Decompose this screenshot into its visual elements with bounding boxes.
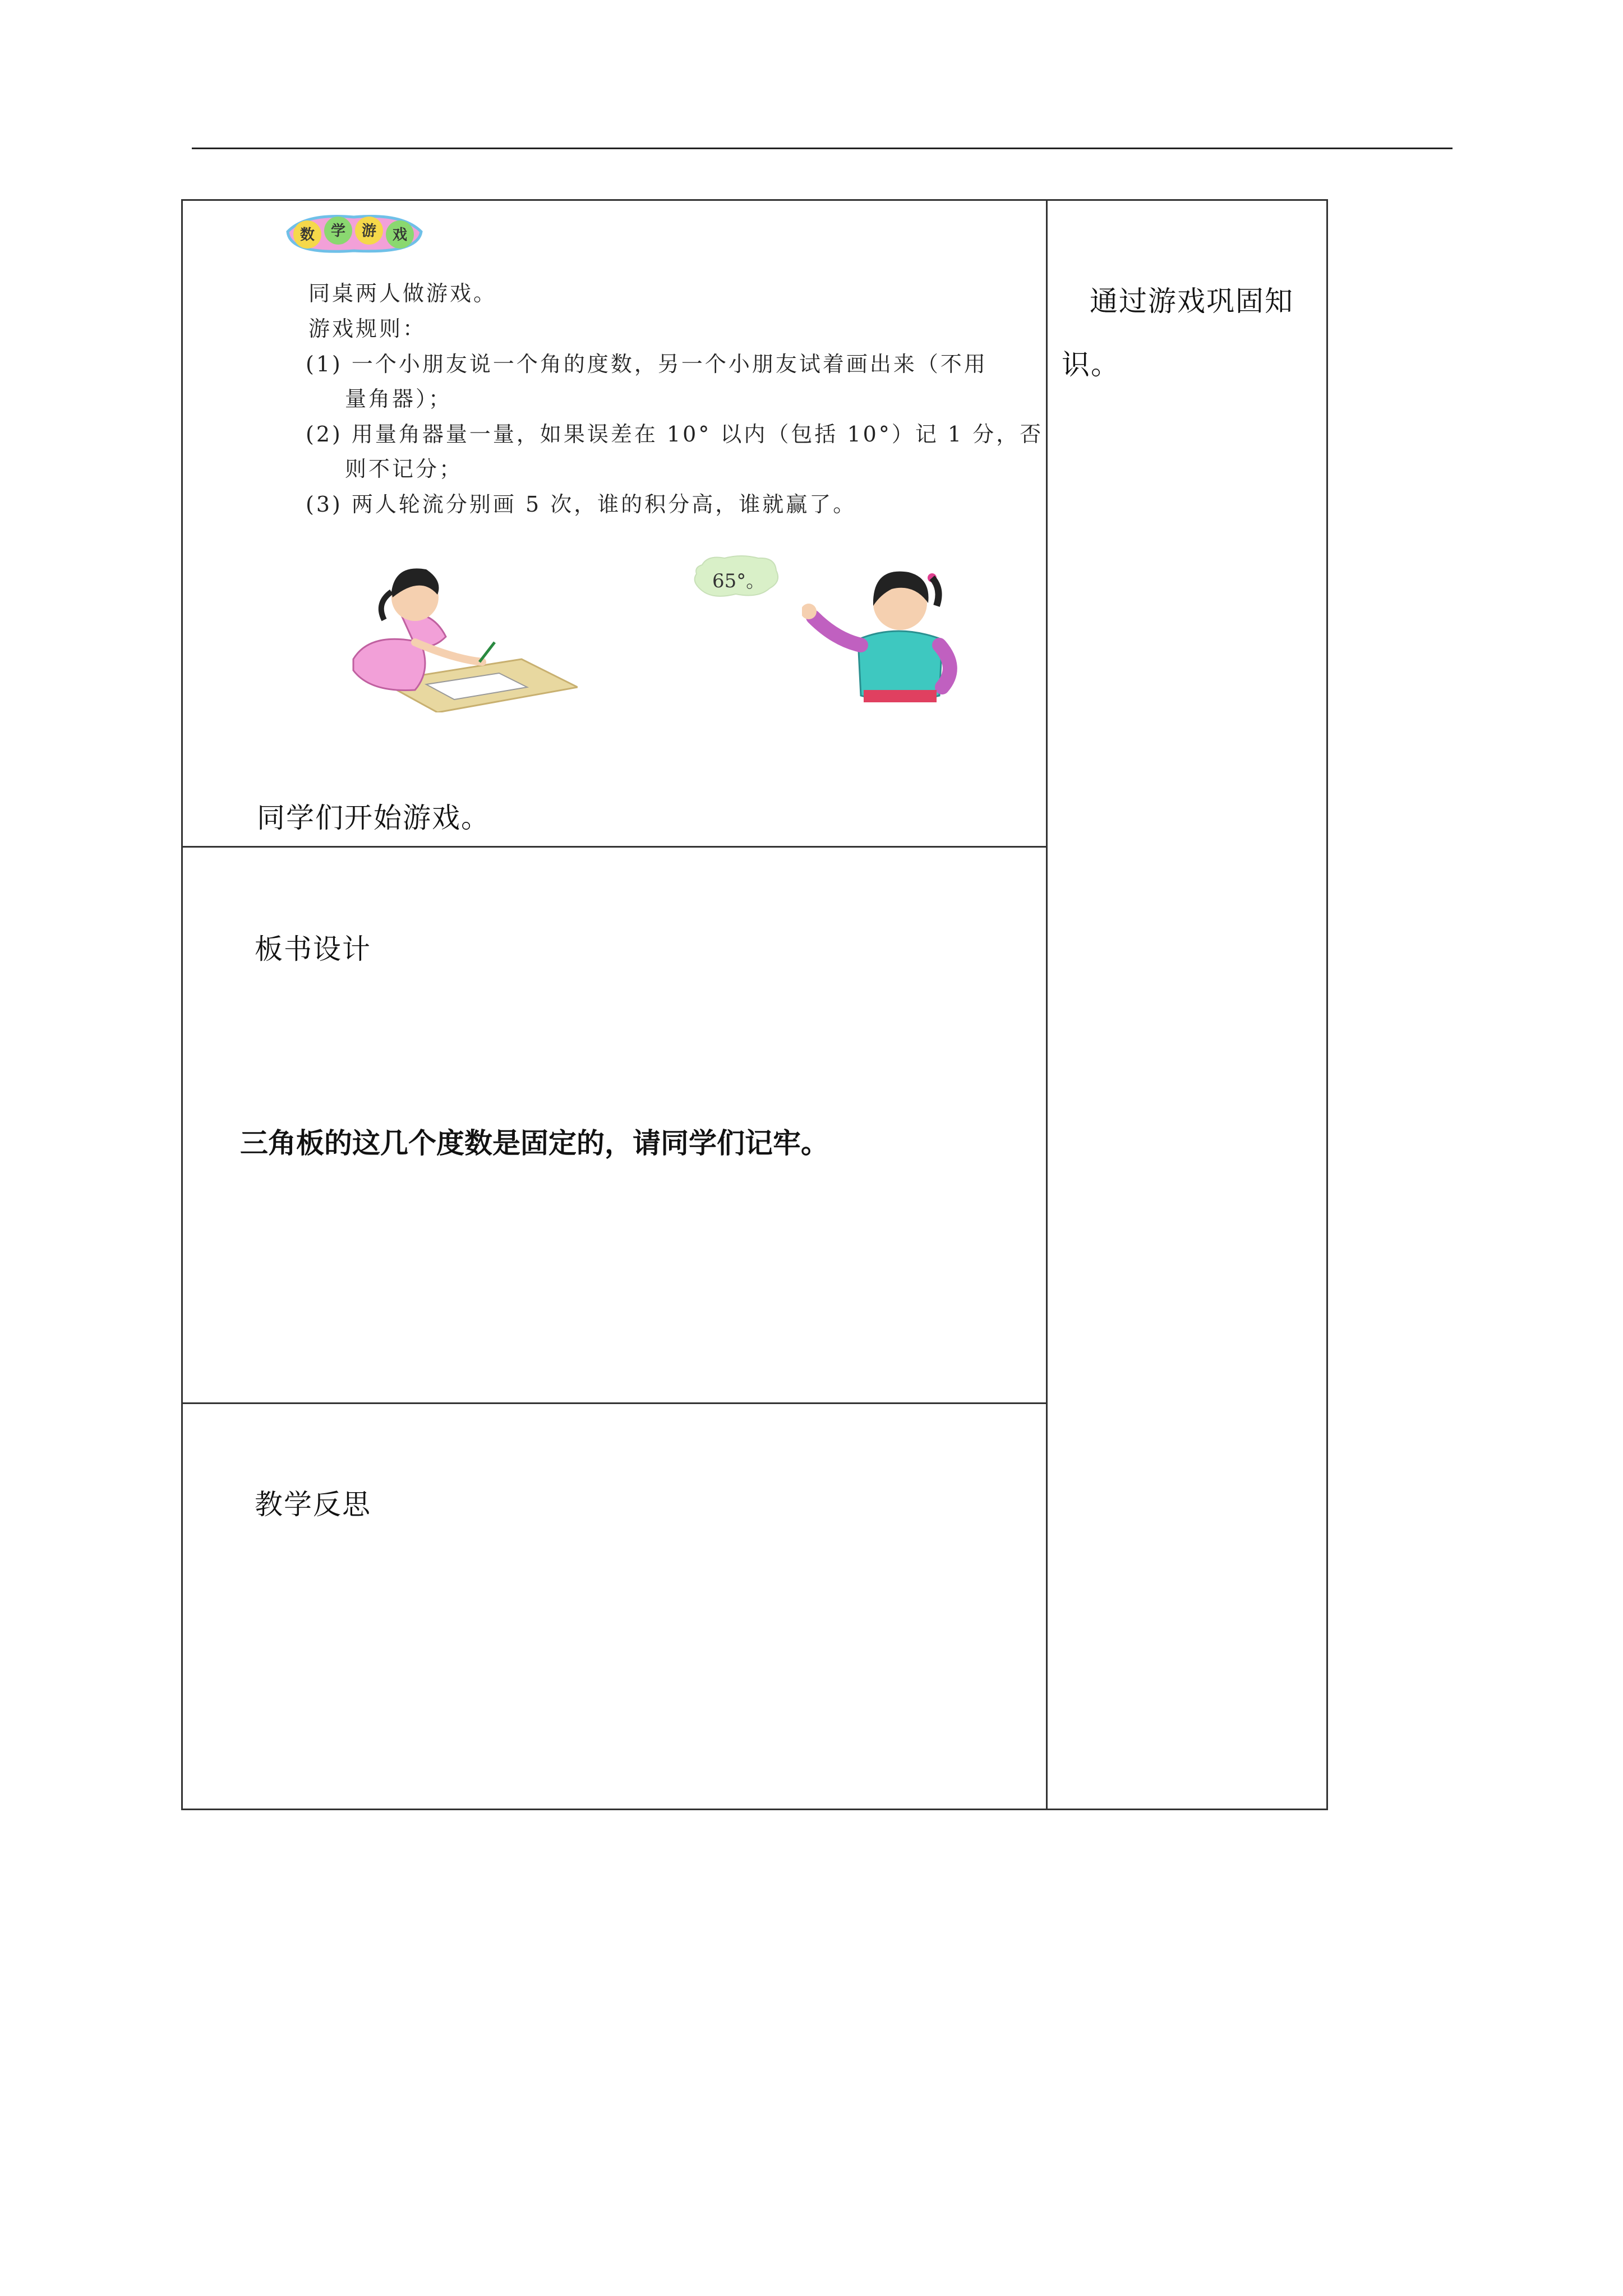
rule-2-line-2: 则不记分；: [345, 457, 463, 481]
girl-speaking-illustration: [802, 555, 965, 710]
board-design-heading: 板书设计: [255, 933, 371, 965]
header-rule: [192, 148, 1453, 149]
row-divider-1: [183, 846, 1046, 848]
badge-char-2: 学: [330, 223, 345, 240]
rule-3: (3) 两人轮流分别画 5 次，谁的积分高，谁就赢了。: [306, 492, 857, 517]
rules-title: 游戏规则：: [308, 316, 427, 341]
speech-text: 65°。: [712, 570, 766, 592]
badge-char-4: 戏: [392, 227, 407, 243]
rule-1-line-1: (1) 一个小朋友说一个角的度数，另一个小朋友试着画出来（不用: [306, 352, 988, 376]
rule-1-line-2: 量角器）；: [345, 386, 453, 411]
badge-char-3: 游: [361, 223, 376, 240]
math-game-badge: [283, 209, 425, 261]
row-divider-2: [183, 1402, 1046, 1404]
game-intro: 同桌两人做游戏。: [308, 281, 497, 306]
rule-2-line-1: (2) 用量角器量一量，如果误差在 10° 以内（包括 10°）记 1 分，否: [306, 422, 1044, 447]
badge-char-1: 数: [299, 227, 315, 243]
teaching-reflection-heading: 教学反思: [255, 1488, 371, 1521]
side-note-line-2: 识。: [1062, 348, 1120, 381]
game-start-text: 同学们开始游戏。: [257, 802, 490, 834]
column-divider: [1046, 201, 1048, 1809]
side-note-line-1: 通过游戏巩固知: [1090, 285, 1294, 318]
board-design-content: 三角板的这几个度数是固定的，请同学们记牢。: [240, 1127, 829, 1159]
girl-drawing-illustration: [348, 553, 578, 712]
